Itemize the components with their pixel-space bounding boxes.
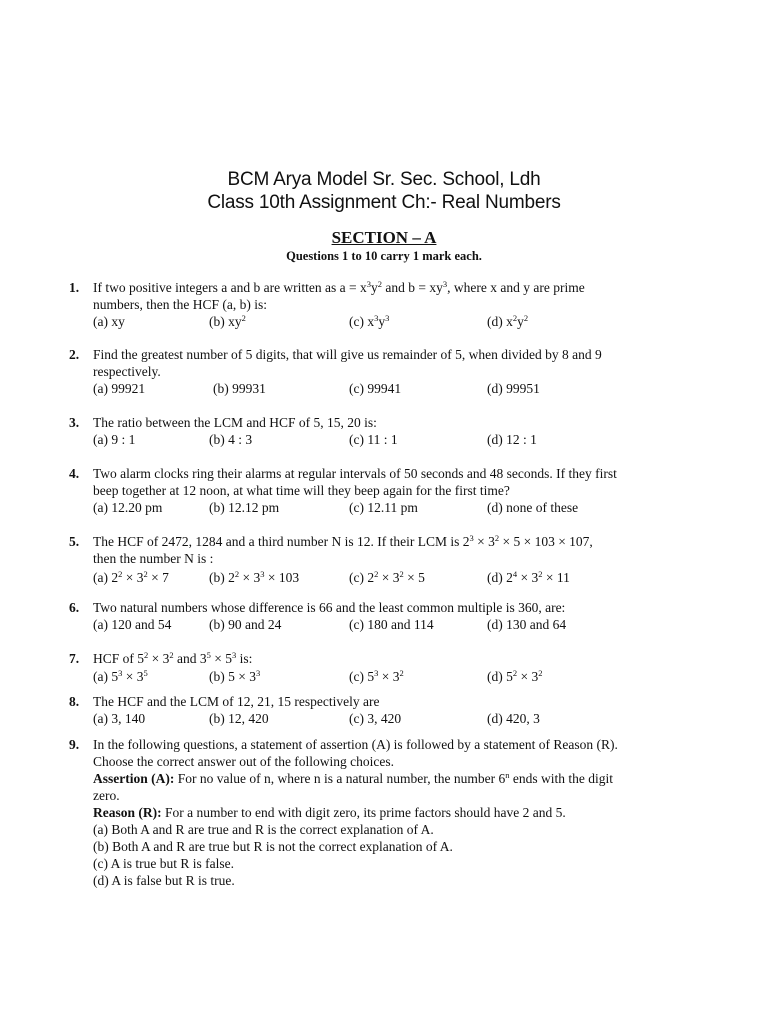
options-row [93, 710, 713, 727]
options-row [93, 569, 713, 586]
assertion-continued: zero. [93, 788, 120, 803]
choice-d[interactable]: (d) A is false but R is true. [93, 873, 235, 888]
question-text [93, 533, 713, 586]
option-b[interactable]: (b) 99931 [213, 381, 266, 396]
option-b[interactable]: (b) $5 \times 3^3$ [209, 668, 261, 684]
choice-c[interactable]: (c) A is true but R is false. [93, 856, 234, 871]
question-number: 7. [69, 651, 80, 666]
assignment-title: Class 10th Assignment Ch:- Real Numbers [207, 192, 561, 213]
question-text [93, 279, 713, 330]
option-b[interactable]: (b) 90 and 24 [209, 617, 282, 632]
option-b[interactable]: (b) $2^2 \times 3^3 \times 103$ [209, 569, 300, 585]
question-line: Choose the correct answer out of the following choices. [93, 754, 395, 769]
question-text [93, 650, 713, 685]
option-a[interactable]: (a) 120 and 54 [93, 617, 172, 632]
question-line: numbers, then the HCF (a, b) is: [93, 297, 267, 312]
question-line: Two alarm clocks ring their alarms at regular intervals of 50 seconds and 48 seconds. If they first [93, 466, 617, 481]
option-c[interactable]: (c) 3, 420 [349, 711, 402, 726]
option-a[interactable]: (a) 3, 140 [93, 711, 146, 726]
option-b[interactable]: (b) 12, 420 [209, 711, 269, 726]
reason-label: Reason (R): [93, 805, 162, 820]
option-a[interactable]: (a) xy [93, 314, 125, 329]
question-number: 8. [69, 694, 80, 709]
question-text [93, 465, 713, 516]
question-line: If two positive integers a and b are written as $a = x^3y^2$ and $b = xy^3$, where x and y are prime [93, 279, 585, 295]
option-d[interactable]: (d) $2^4 \times 3^2 \times 11$ [487, 569, 570, 585]
option-a[interactable]: (a) 99921 [93, 381, 146, 396]
option-d[interactable]: (d) $5^2 \times 3^2$ [487, 668, 543, 684]
choice-a[interactable]: (a) Both A and R are true and R is the correct explanation of A. [93, 822, 434, 837]
option-b[interactable]: (b) $xy^2$ [209, 313, 246, 329]
option-d[interactable]: (d) 99951 [487, 381, 540, 396]
option-c[interactable]: (c) 180 and 114 [349, 617, 434, 632]
option-a[interactable]: (a) $5^3 \times 3^5$ [93, 668, 148, 684]
option-b[interactable]: (b) 4 : 3 [209, 432, 253, 447]
option-d[interactable]: (d) 130 and 64 [487, 617, 567, 632]
options-row [93, 431, 713, 448]
question-line: respectively. [93, 364, 161, 379]
option-a[interactable]: (a) 9 : 1 [93, 432, 136, 447]
option-d[interactable]: (d) 420, 3 [487, 711, 540, 726]
question-number: 9. [69, 737, 80, 752]
option-c[interactable]: (c) 11 : 1 [349, 432, 398, 447]
option-d[interactable]: (d) 12 : 1 [487, 432, 537, 447]
question-text [93, 599, 713, 633]
assertion-line: Assertion (A): For no value of n, where n is a natural number, the number 6$^n$ ends with the digit [93, 770, 613, 786]
question-number: 3. [69, 415, 80, 430]
question-number: 2. [69, 347, 80, 362]
question-text [93, 693, 713, 727]
option-a[interactable]: (a) 12.20 pm [93, 500, 163, 515]
choice-b[interactable]: (b) Both A and R are true but R is not the correct explanation of A. [93, 839, 453, 854]
options-row [93, 499, 713, 516]
option-d[interactable]: (d) $x^2y^2$ [487, 313, 529, 329]
options-row [93, 668, 713, 685]
option-c[interactable]: (c) 99941 [349, 381, 402, 396]
reason-line: Reason (R): For a number to end with digit zero, its prime factors should have 2 and 5. [93, 805, 566, 820]
option-c[interactable]: (c) $2^2 \times 3^2 \times 5$ [349, 569, 425, 585]
options-row [93, 380, 713, 397]
question-number: 5. [69, 534, 80, 549]
question-number: 6. [69, 600, 80, 615]
option-c[interactable]: (c) $5^3 \times 3^2$ [349, 668, 404, 684]
question-line: The HCF and the LCM of 12, 21, 15 respectively are [93, 694, 380, 709]
option-c[interactable]: (c) 12.11 pm [349, 500, 418, 515]
question-line: beep together at 12 noon, at what time will they beep again for the first time? [93, 483, 510, 498]
section-subtitle: Questions 1 to 10 carry 1 mark each. [286, 249, 482, 263]
question-text [93, 736, 713, 889]
option-a[interactable]: (a) $2^2 \times 3^2 \times 7$ [93, 569, 169, 585]
question-number: 1. [69, 280, 80, 295]
question-line: The HCF of 2472, 1284 and a third number N is 12. If their LCM is $2^3 \times 3^2 \times 5 \times 103 \times 107$, [93, 533, 593, 549]
section-title: SECTION – A [331, 228, 437, 247]
question-line: In the following questions, a statement of assertion (A) is followed by a statement of Reason (R). [93, 737, 618, 752]
question-line: The ratio between the LCM and HCF of 5, 15, 20 is: [93, 415, 377, 430]
school-name: BCM Arya Model Sr. Sec. School, Ldh [227, 169, 541, 190]
question-text [93, 414, 713, 448]
option-c[interactable]: (c) $x^3y^3$ [349, 313, 390, 329]
question-line: Two natural numbers whose difference is 66 and the least common multiple is 360, are: [93, 600, 566, 615]
question-line: HCF of $5^2 \times 3^2$ and $3^5 \times 5^3$ is: [93, 650, 253, 666]
assertion-label: Assertion (A): [93, 771, 175, 786]
question-text [93, 346, 713, 397]
options-row [93, 313, 713, 330]
option-b[interactable]: (b) 12.12 pm [209, 500, 280, 515]
question-line: Find the greatest number of 5 digits, that will give us remainder of 5, when divided by 8 and 9 [93, 347, 602, 362]
question-number: 4. [69, 466, 80, 481]
option-d[interactable]: (d) none of these [487, 500, 579, 515]
question-line: then the number N is : [93, 551, 214, 566]
options-row [93, 616, 713, 633]
